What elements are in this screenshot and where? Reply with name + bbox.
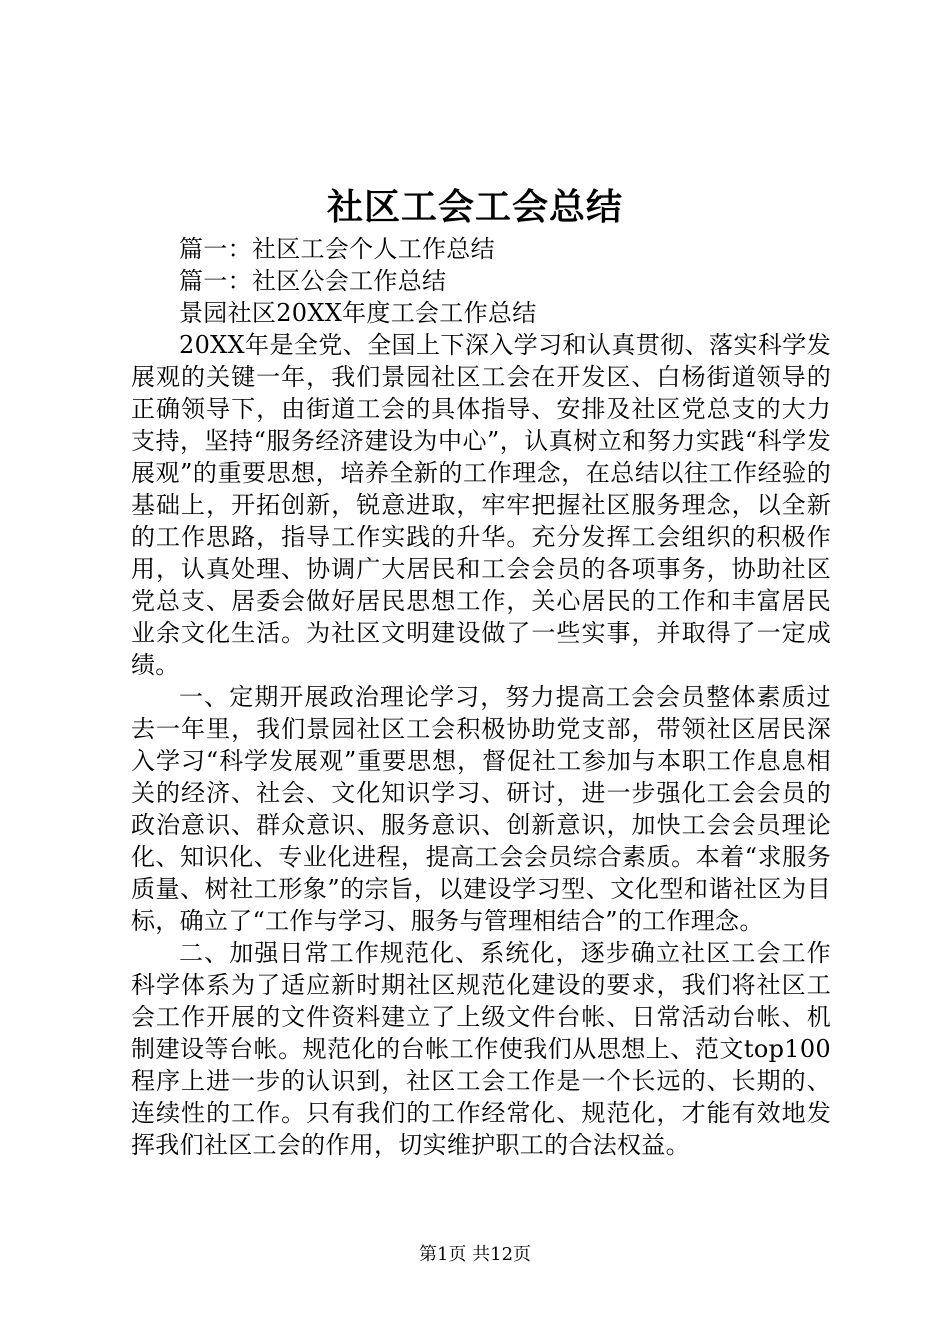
page-number: 第1页 共12页: [418, 1244, 532, 1265]
report-heading: 景园社区20XX年度工会工作总结: [179, 299, 537, 327]
paragraph-intro: 20XX年是全党、全国上下深入学习和认真贯彻、落实科学发展观的关键一年，我们景园社区工会在开发区、白杨街道领导的正确领导下，由街道工会的具体指导、安排及社区党总支的大力支持，坚持“服务经济建设为中心”，认真树立和努力实践“科学发展观”的重要思想，培养全新的工作理念，在总结以往工作经验的基础上，开拓创新，锐意进取，牢牢把握社区服务理念，以全新的工作思路，指导工作实践的升华。充分发挥工会组织的积极作用，认真处理、协调广大居民和工会会员的各项事务，协助社区党总支、居委会做好居民思想工作，关心居民的工作和丰富居民业余文化生活。为社区文明建设做了一些实事，并取得了一定成绩。: [131, 331, 831, 679]
document-body: [131, 233, 831, 1161]
document-title: 社区工会工会总结: [326, 186, 623, 228]
section-heading-2: 篇一：社区公会工作总结: [179, 267, 447, 295]
paragraph-section-1: 一、定期开展政治理论学习，努力提高工会会员整体素质过去一年里，我们景园社区工会积极协助党支部，带领社区居民深入学习“科学发展观”重要思想，督促社工参加与本职工作息息相关的经济、社会、文化知识学习、研讨，进一步强化工会会员的政治意识、群众意识、服务意识、创新意识，加快工会会员理论化、知识化、专业化进程，提高工会会员综合素质。本着“求服务质量、树社工形象”的宗旨，以建设学习型、文化型和谐社区为目标，确立了“工作与学习、服务与管理相结合”的工作理念。: [131, 683, 831, 935]
section-heading-1: 篇一：社区工会个人工作总结: [179, 235, 495, 263]
paragraph-section-2: 二、加强日常工作规范化、系统化，逐步确立社区工会工作科学体系为了适应新时期社区规范化建设的要求，我们将社区工会工作开展的文件资料建立了上级文件台帐、日常活动台帐、机制建设等台帐。规范化的台帐工作使我们从思想上、范文top100程序上进一步的认识到，社区工会工作是一个长远的、长期的、连续性的工作。只有我们的工作经常化、规范化，才能有效地发挥我们社区工会的作用，切实维护职工的合法权益。: [131, 939, 831, 1159]
